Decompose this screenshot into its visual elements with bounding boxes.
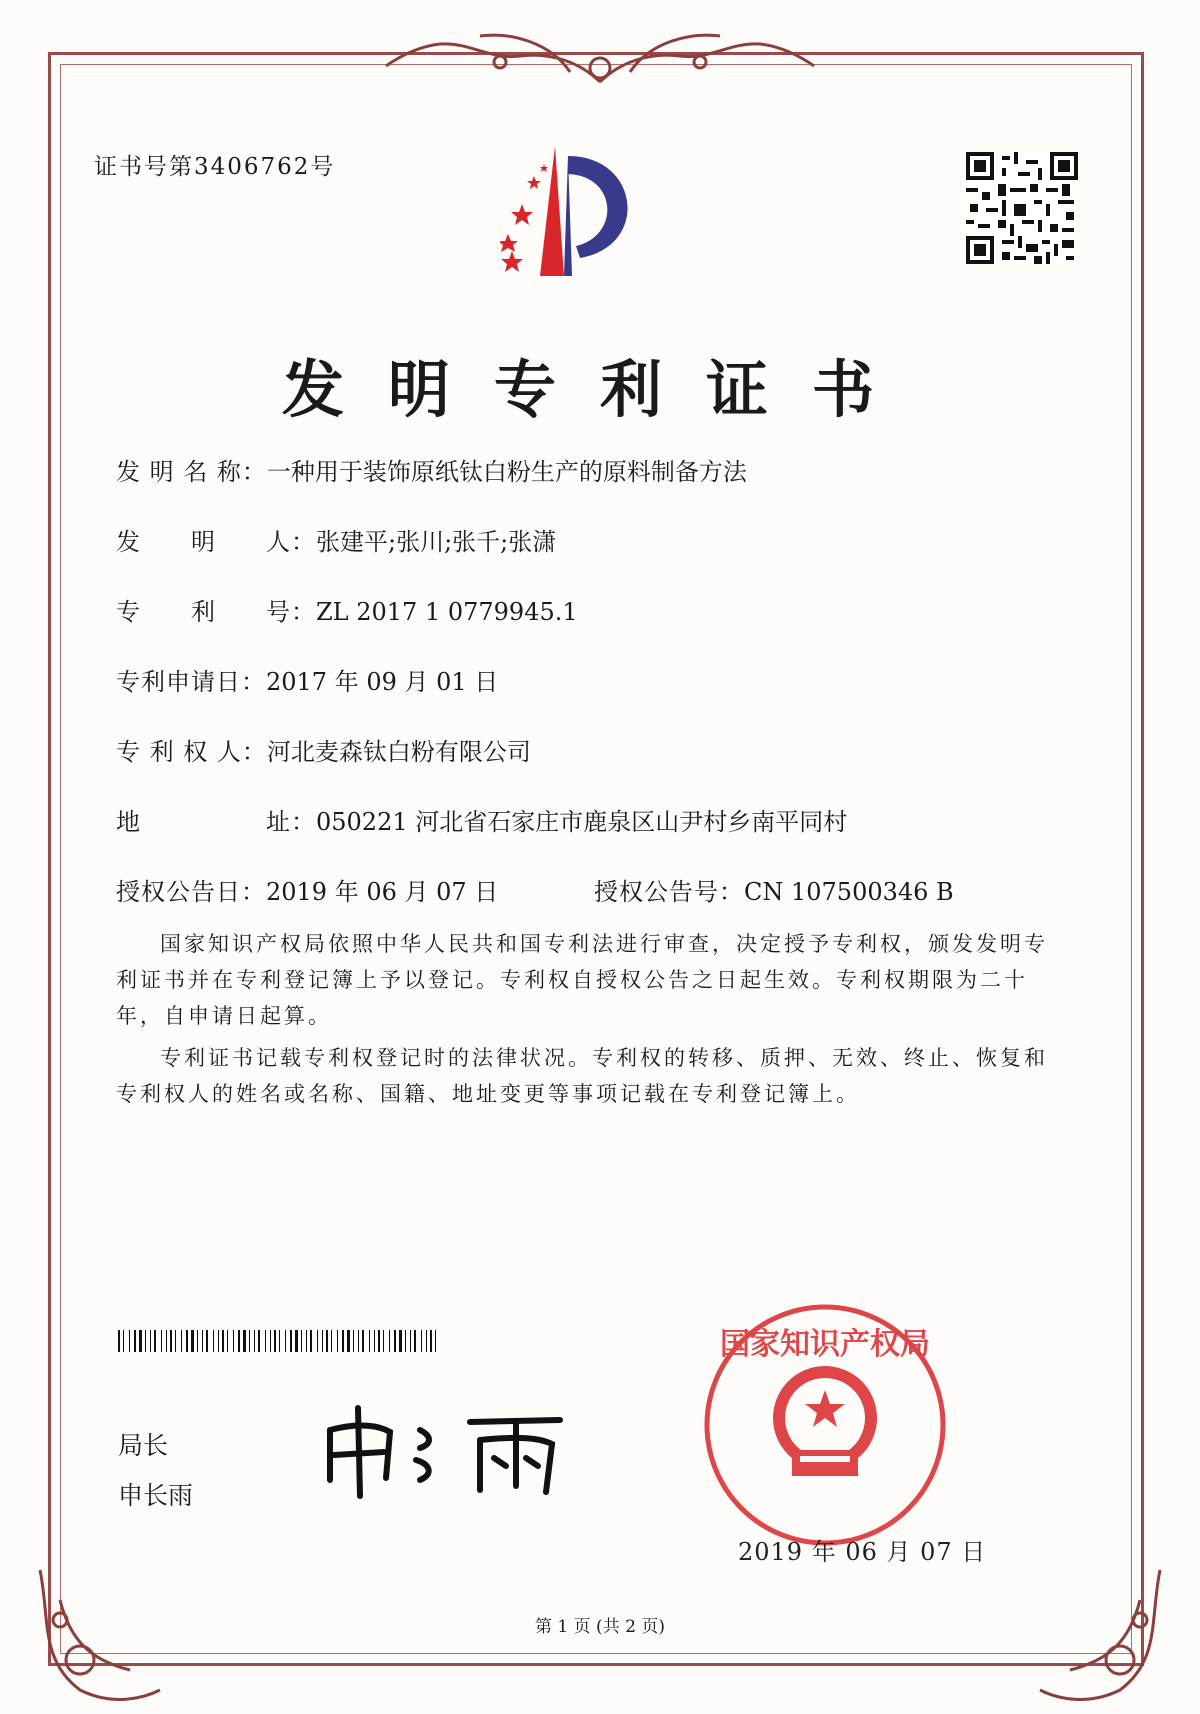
- director-signature: [320, 1400, 580, 1500]
- field-label: 专 利 权 人：: [116, 738, 267, 766]
- field-filing-date: [116, 662, 498, 697]
- patent-emblem-icon: [500, 146, 640, 296]
- paragraph-legal-2: 专利证书记载专利权登记时的法律状况。专利权的转移、质押、无效、终止、恢复和专利权人的姓名或名称、国籍、地址变更等事项记载在专利登记簿上。: [116, 1046, 1048, 1106]
- field-grant-number: [594, 872, 954, 907]
- field-value: 一种用于装饰原纸钛白粉生产的原料制备方法: [266, 458, 747, 486]
- field-value: 河北麦森钛白粉有限公司: [266, 738, 531, 766]
- field-label: 授权公告日：: [116, 878, 266, 906]
- field-label: 发 明 名 称：: [116, 458, 267, 486]
- seal-date: 2019 年 06 月 07 日: [738, 1538, 987, 1566]
- field-label: 授权公告号：: [594, 878, 744, 906]
- official-seal: [700, 1300, 950, 1550]
- field-value: 2019 年 06 月 07 日: [266, 878, 499, 906]
- certificate-title: 发明专利证书: [281, 353, 918, 426]
- top-ornament: [380, 22, 820, 92]
- paragraph-legal-1: 国家知识产权局依照中华人民共和国专利法进行审查，决定授予专利权，颁发发明专利证书并在专利登记簿上予以登记。专利权自授权公告之日起生效。专利权期限为二十年，自申请日起算。: [116, 932, 1048, 1028]
- seal-text: 国家知识产权局: [720, 1327, 930, 1362]
- field-value: 张建平;张川;张千;张潇: [316, 528, 557, 556]
- field-grant-date: [116, 872, 498, 907]
- page-number: 第 1 页 (共 2 页): [535, 1617, 665, 1637]
- field-label: 发 明 人：: [116, 528, 316, 556]
- field-value: ZL 2017 1 0779945.1: [316, 598, 578, 626]
- director-label: 局长: [118, 1431, 169, 1460]
- inner-border: [60, 64, 1132, 1654]
- field-label: 专 利 号：: [116, 598, 316, 626]
- field-invention-name: [116, 452, 747, 487]
- barcode-icon: [118, 1330, 438, 1352]
- field-value: 050221 河北省石家庄市鹿泉区山尹村乡南平同村: [316, 808, 848, 836]
- field-inventors: [116, 522, 556, 557]
- field-label: 专利申请日：: [116, 668, 266, 696]
- field-value: 2017 年 09 月 01 日: [266, 668, 499, 696]
- qr-code-icon: [966, 152, 1078, 264]
- field-patentee: [116, 732, 531, 767]
- field-label: 地 址：: [116, 808, 316, 836]
- certificate-number: 证书号第3406762号: [94, 154, 336, 180]
- field-patent-number: [116, 592, 578, 627]
- field-address: [116, 802, 847, 837]
- field-value: CN 107500346 B: [744, 878, 954, 906]
- director-name: 申长雨: [118, 1481, 194, 1510]
